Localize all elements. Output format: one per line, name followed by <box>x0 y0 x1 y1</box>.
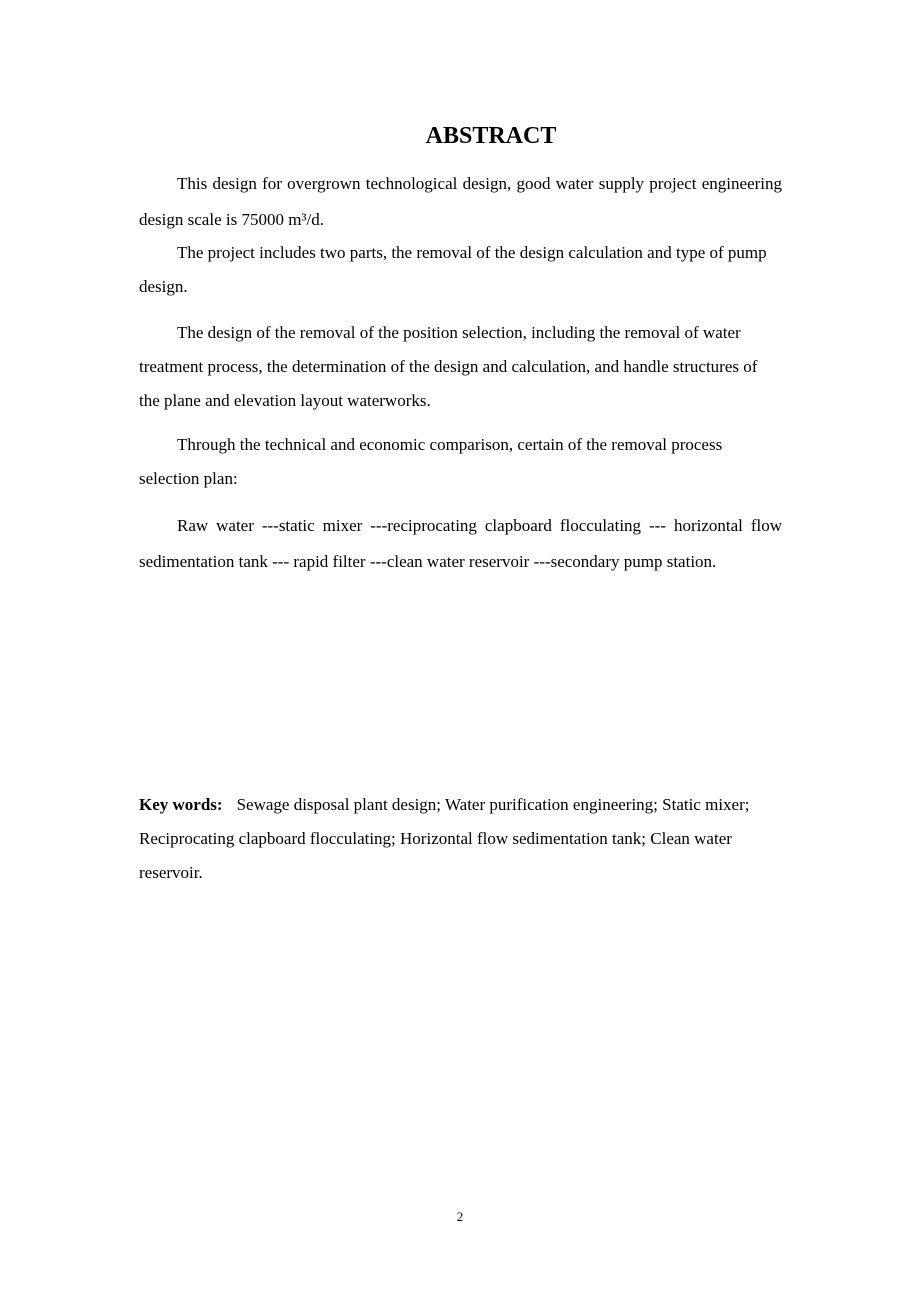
keywords-section <box>139 788 769 890</box>
abstract-paragraph-5: Raw water ---static mixer ---reciprocating clapboard flocculating --- horizontal flow sedimentation tank --- rapid filter ---clean water reservoir ---secondary pump station. <box>139 516 782 571</box>
abstract-paragraph-3: The design of the removal of the position selection, including the removal of water treatment process, the determination of the design and calculation, and handle structures of the plane and elevation layout waterworks. <box>139 323 758 410</box>
keywords-text: Sewage disposal plant design; Water purification engineering; Static mixer; Reciprocating clapboard flocculating; Horizontal flow sedimentation tank; Clean water reservoir. <box>139 795 750 882</box>
page-title: ABSTRACT <box>425 123 557 149</box>
keywords-label: Key words: <box>139 795 223 814</box>
abstract-paragraph-4: Through the technical and economic comparison, certain of the removal process selection plan: <box>139 435 723 488</box>
abstract-paragraph-2: The project includes two parts, the removal of the design calculation and type of pump design. <box>139 243 767 296</box>
abstract-paragraph-1: This design for overgrown technological design, good water supply project engineering design scale is 75000 m³/d. <box>139 174 782 229</box>
page-number: 2 <box>456 1209 464 1224</box>
